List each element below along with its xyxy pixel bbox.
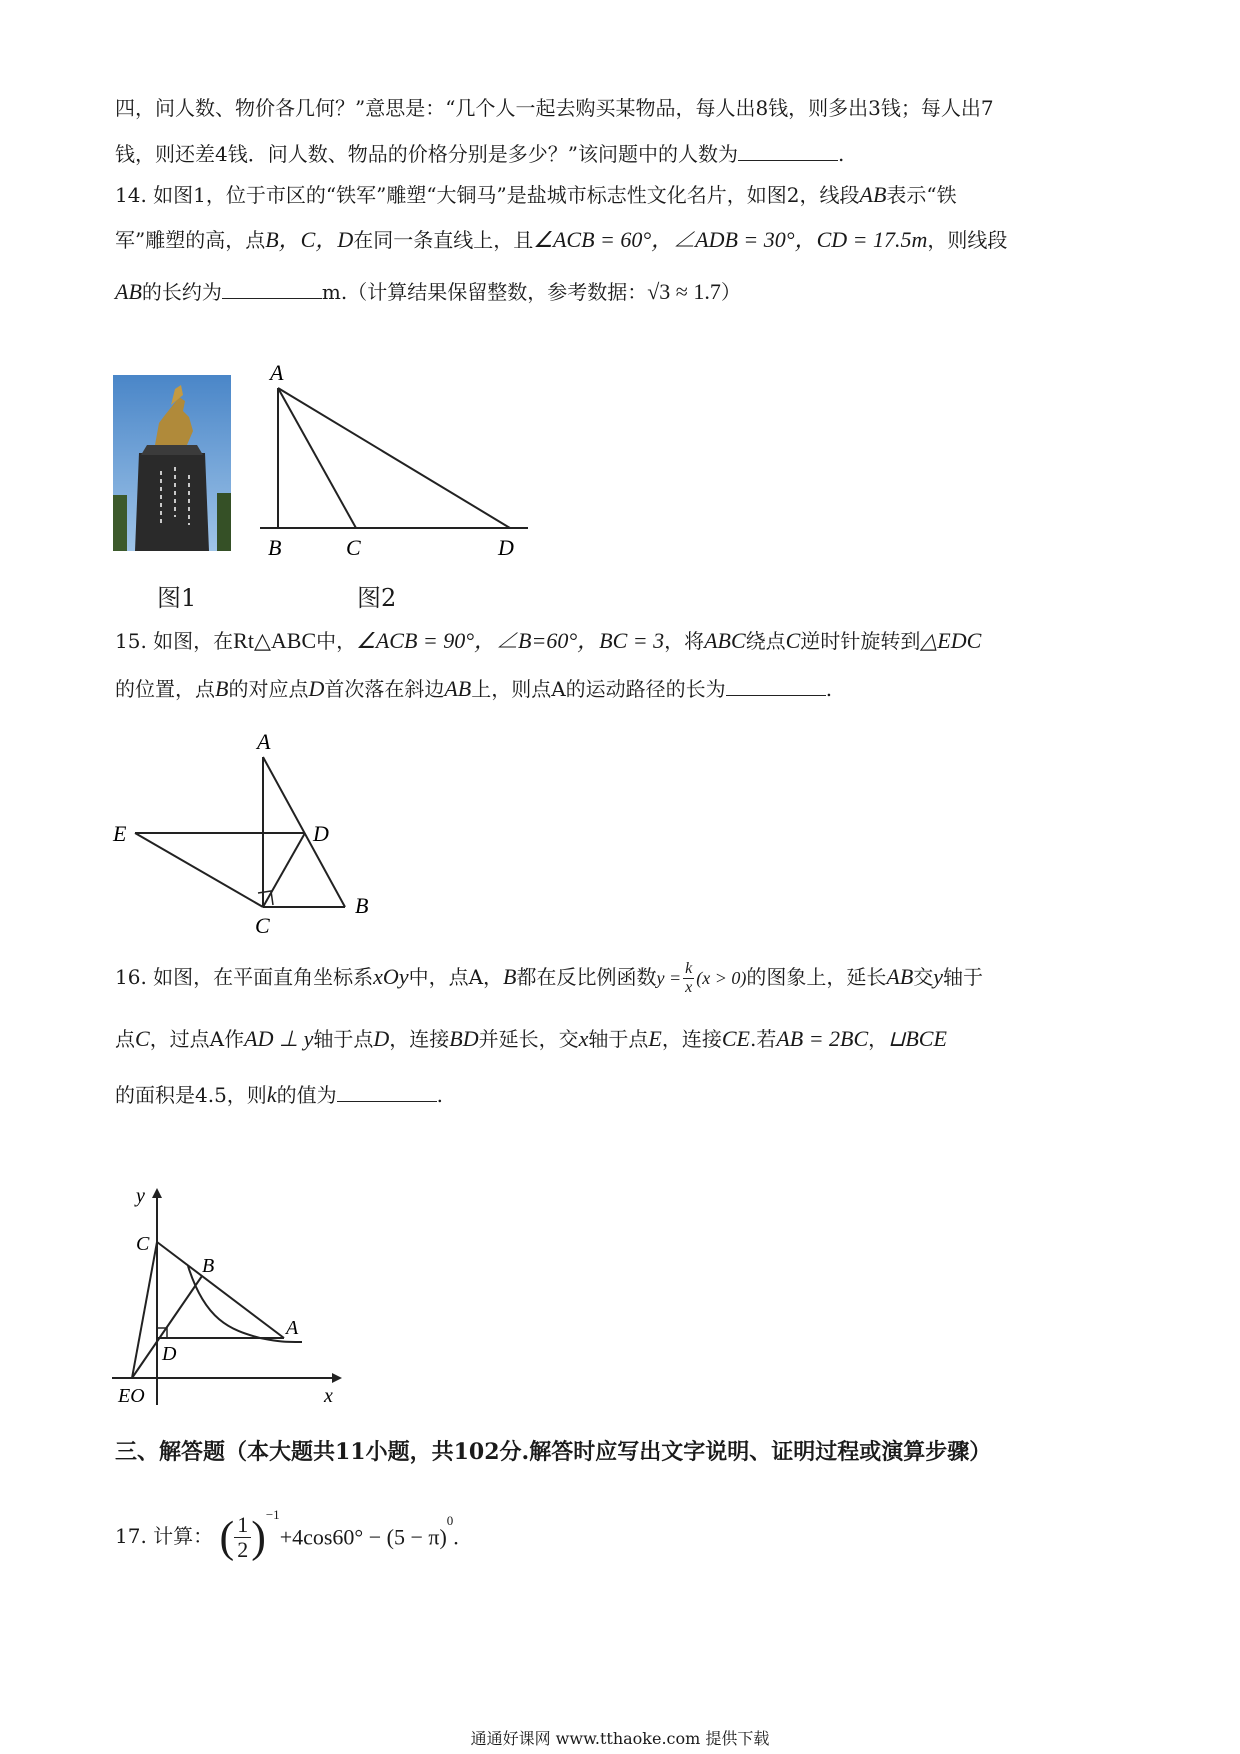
q15-seg: AB: [444, 676, 472, 701]
q16-label-a: A: [286, 1317, 299, 1339]
q16-text: 轴于: [943, 965, 984, 989]
page-footer: 通通好课网 www.tthaoke.com 提供下载: [470, 1729, 770, 1748]
q16-text: 交: [913, 965, 934, 989]
q16-relation: AB = 2BC: [776, 1026, 869, 1051]
q16-text: 16. 如图，在平面直角坐标系: [115, 965, 374, 989]
figure-2-caption: 图2: [357, 584, 397, 612]
figure-1-caption: 图1: [157, 584, 197, 612]
q15-point: D: [308, 676, 325, 701]
q14-text: ）: [720, 280, 741, 304]
q16-point: E: [648, 1026, 662, 1051]
q16-label-d: D: [162, 1343, 177, 1365]
q16-text: 并延长，交: [478, 1027, 579, 1051]
q17-exponent-2: 0: [446, 1513, 454, 1528]
q16-line-3: 的面积是4.5，则k的值为 .: [115, 1082, 443, 1107]
statue-photo: [113, 375, 231, 551]
q17-paren-close: ): [251, 1512, 266, 1562]
q16-func-y: y =: [656, 968, 682, 988]
q16-line-2: [115, 1026, 947, 1052]
q14-seg-ab: AB: [115, 279, 142, 304]
q16-point-b: B: [503, 964, 517, 989]
q13-answer-blank: [738, 140, 838, 161]
q15-conditions: ∠ACB = 90°，∠B=60°，BC = 3: [356, 628, 665, 653]
q15-text: 逆时针旋转到: [800, 629, 921, 653]
q15-label-e: E: [113, 821, 127, 846]
q15-text: 上，则点A的运动路径的长为: [471, 677, 726, 701]
q16-line-1: [115, 960, 983, 997]
q16-seg: BD: [449, 1026, 479, 1051]
q14-reference-value: √3 ≈ 1.7: [647, 279, 721, 304]
q16-seg: CE: [721, 1026, 750, 1051]
q16-text: .若: [749, 1027, 777, 1051]
q16-domain: (x > 0): [696, 968, 747, 988]
q16-text: ，过点A作: [149, 1027, 245, 1051]
q16-label-c: C: [136, 1233, 150, 1255]
q13-line-2: 钱，则还差4钱．问人数、物品的价格分别是多少？”该问题中的人数为 .: [115, 142, 845, 166]
q16-label-b: B: [202, 1255, 215, 1277]
q16-point: C: [135, 1026, 150, 1051]
q14-text: ，则线段: [927, 228, 1008, 252]
q16-text: 轴于点: [588, 1027, 649, 1051]
q16-axis: y: [933, 964, 944, 989]
q14-line-1: [115, 182, 957, 208]
q14-line-3: [115, 278, 741, 305]
q14-line-2: [115, 227, 1007, 253]
q16-xoy: xOy: [373, 964, 409, 989]
q15-point-c: C: [785, 628, 801, 653]
q15-line-2: 的位置，点B的对应点D首次落在斜边AB上，则点A的运动路径的长为 .: [115, 676, 833, 701]
q16-text: 的图象上，延长: [746, 965, 887, 989]
q15-label-a: A: [257, 729, 271, 754]
q17-expression: +4cos60° − (5 − π): [279, 1524, 447, 1550]
q17-line: [115, 1495, 459, 1562]
q17-fraction-den: 2: [234, 1537, 251, 1562]
q14-label-c: C: [346, 535, 361, 560]
q17-label: 17. 计算：: [115, 1524, 214, 1548]
q16-text: 点: [115, 1027, 135, 1051]
q16-point: D: [373, 1026, 390, 1051]
q16-text: 都在反比例函数: [516, 965, 657, 989]
q14-text: 在同一条直线上，且: [353, 228, 534, 252]
q15-text: ，将: [664, 629, 705, 653]
q16-text: 轴于点: [313, 1027, 374, 1051]
q14-label-a: A: [270, 360, 284, 385]
q15-abc: ABC: [704, 628, 746, 653]
q16-text: ，连接: [661, 1027, 722, 1051]
q16-perp: AD ⊥ y: [244, 1026, 314, 1051]
q17-fraction: [234, 1513, 251, 1562]
q16-axis: x: [578, 1026, 589, 1051]
q17-paren-open: (: [219, 1512, 235, 1562]
q16-label-x: x: [324, 1385, 333, 1407]
q16-text: 的值为: [276, 1083, 337, 1107]
q15-text: 15. 如图，在: [115, 629, 234, 653]
q15-triangle: Rt△ABC: [233, 628, 317, 653]
q16-triangle: ⊔BCE: [888, 1026, 947, 1051]
q15-text: 首次落在斜边: [324, 677, 445, 701]
q14-seg-ab: AB: [859, 182, 887, 207]
q15-label-c: C: [255, 913, 270, 938]
q14-label-b: B: [268, 535, 282, 560]
q15-edc: △EDC: [920, 628, 982, 653]
q14-answer-blank: [222, 278, 322, 299]
q16-answer-blank: [337, 1081, 437, 1102]
q14-text: 的长约为: [141, 280, 222, 304]
q14-conditions: ∠ACB = 60°，∠ADB = 30°，CD = 17.5m: [533, 227, 928, 252]
q16-k: k: [266, 1082, 277, 1107]
q16-fraction: [683, 960, 694, 997]
q17-exponent-1: −1: [265, 1507, 280, 1522]
section-3-heading: 三、解答题（本大题共11小题，共102分.解答时应写出文字说明、证明过程或演算步骤）: [115, 1439, 992, 1465]
q15-text: 的对应点: [228, 677, 309, 701]
q15-text: 绕点: [745, 629, 786, 653]
q16-text: ，连接: [389, 1027, 450, 1051]
q14-figure-2: [250, 360, 540, 560]
q16-fraction-den: x: [685, 979, 693, 996]
q16-text: 中，点A，: [408, 965, 504, 989]
q15-label-b: B: [355, 893, 369, 918]
q15-text: 的位置，点: [115, 677, 215, 701]
q14-text: m.（计算结果保留整数，参考数据：: [321, 280, 648, 304]
q17-end: .: [453, 1524, 459, 1550]
q15-label-d: D: [313, 821, 329, 846]
q14-label-d: D: [498, 535, 514, 560]
q15-point: B: [215, 676, 229, 701]
q17-fraction-num: 1: [237, 1512, 249, 1537]
q15-text: 中，: [316, 629, 357, 653]
q14-points: B，C，D: [265, 227, 354, 252]
q13-line-1: 四，问人数、物价各几何？”意思是：“几个人一起去购买某物品，每人出8钱，则多出3钱；每人出7: [115, 96, 994, 120]
q16-label-y: y: [136, 1185, 145, 1207]
q16-seg: AB: [886, 964, 914, 989]
q16-text: 的面积是4.5，则: [115, 1083, 267, 1107]
q16-text: ，: [868, 1027, 889, 1051]
q14-text: 表示“铁: [886, 183, 957, 207]
q16-fraction-num: k: [685, 960, 693, 977]
q15-figure: [105, 725, 395, 940]
q16-figure: [110, 1180, 350, 1410]
q14-text: 军”雕塑的高，点: [115, 228, 266, 252]
q14-text: 14. 如图1，位于市区的“铁军”雕塑“大铜马”是盐城市标志性文化名片，如图2，线段: [115, 183, 860, 207]
q15-line-1: [115, 628, 981, 654]
q13-line-2-text: 钱，则还差4钱．问人数、物品的价格分别是多少？”该问题中的人数为: [115, 142, 738, 166]
q15-answer-blank: [726, 675, 826, 696]
q16-label-eo: EO: [118, 1385, 145, 1407]
